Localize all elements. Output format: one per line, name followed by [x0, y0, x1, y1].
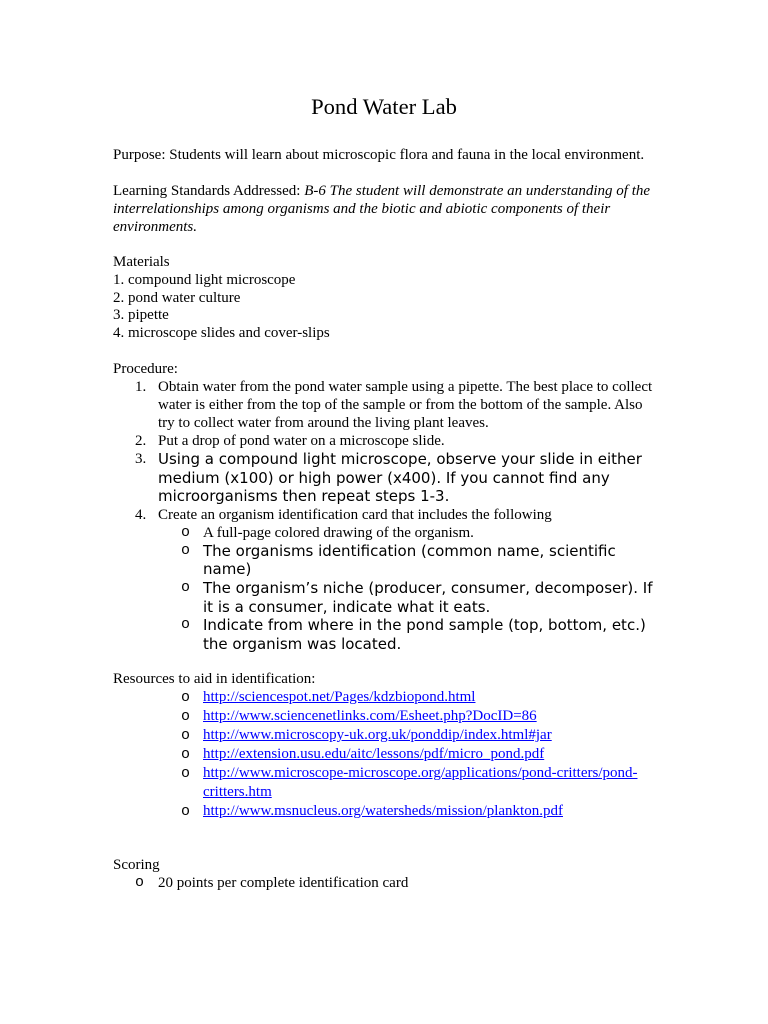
procedure-section [113, 360, 658, 653]
step-number: 2. [135, 433, 147, 449]
materials-item: 2. pond water culture [113, 289, 241, 306]
procedure-step [113, 506, 658, 654]
resources-section [113, 670, 658, 821]
scoring-item [135, 874, 658, 892]
bullet-icon: o [181, 578, 191, 596]
bullet-icon: o [181, 765, 191, 782]
resource-link[interactable]: http://www.sciencenetlinks.com/Esheet.php?DocID=86 [203, 708, 537, 724]
bullet-icon: o [181, 616, 191, 634]
page-title: Pond Water Lab [311, 94, 457, 119]
resource-link[interactable]: http://www.microscope-microscope.org/applications/pond-critters/pond-critters.htm [203, 765, 638, 800]
resource-link[interactable]: http://www.microscopy-uk.org.uk/ponddip/index.html#jar [203, 727, 552, 743]
identification-card-requirements-list [181, 523, 658, 654]
scoring-heading: Scoring [113, 857, 160, 873]
requirement-text: The organism’s niche (producer, consumer, decomposer). If it is a consumer, indicate what it eats. [203, 578, 653, 616]
resource-item [181, 745, 658, 764]
requirement-text: A full-page colored drawing of the organism. [203, 524, 474, 541]
resource-item [181, 764, 658, 802]
procedure-step [113, 378, 658, 432]
bullet-icon: o [181, 708, 191, 725]
resource-link[interactable]: http://www.msnucleus.org/watersheds/mission/plankton.pdf [203, 803, 563, 819]
bullet-icon: o [181, 689, 191, 706]
procedure-steps-list [113, 378, 658, 653]
resource-item [181, 802, 658, 821]
requirement-item [158, 616, 658, 653]
resource-item [181, 707, 658, 726]
bullet-icon: o [135, 874, 145, 891]
requirement-item [158, 524, 658, 542]
resource-links-list [181, 688, 658, 821]
requirement-item [158, 542, 658, 579]
requirement-item [158, 579, 658, 616]
resource-item [181, 688, 658, 707]
step-text: Create an organism identification card that includes the following [158, 506, 552, 523]
bullet-icon: o [181, 541, 191, 559]
purpose-paragraph: Purpose: Students will learn about microscopic flora and fauna in the local environment. [113, 147, 645, 163]
requirement-text: The organisms identification (common name, scientific name) [203, 541, 616, 579]
bullet-icon: o [181, 727, 191, 744]
materials-heading: Materials [113, 254, 170, 270]
scoring-section [113, 856, 658, 892]
materials-item: 1. compound light microscope [113, 271, 296, 288]
materials-item: 3. pipette [113, 307, 169, 324]
bullet-icon: o [181, 523, 191, 541]
bullet-icon: o [181, 803, 191, 820]
step-text: Using a compound light microscope, observe your slide in either medium (x100) or high power (x400). If you cannot find any microorganisms then repeat steps 1-3. [158, 450, 642, 506]
procedure-step [113, 450, 658, 506]
scoring-text: 20 points per complete identification card [158, 875, 409, 891]
materials-section [113, 254, 658, 343]
learning-standards-label: Learning Standards Addressed: [113, 183, 305, 199]
requirement-text: Indicate from where in the pond sample (top, bottom, etc.) the organism was located. [203, 616, 646, 653]
step-number: 4. [135, 506, 147, 523]
resources-heading: Resources to aid in identification: [113, 671, 316, 687]
step-text: Put a drop of pond water on a microscope slide. [158, 433, 445, 449]
resource-link[interactable]: http://extension.usu.edu/aitc/lessons/pdf/micro_pond.pdf [203, 746, 545, 762]
resource-link[interactable]: http://sciencespot.net/Pages/kdzbiopond.html [203, 689, 476, 705]
step-number: 3. [135, 451, 147, 467]
learning-standards-paragraph [113, 182, 658, 236]
procedure-step [113, 432, 658, 450]
learning-standards-text: B-6 The student will demonstrate an understanding of the interrelationships among organisms and the biotic and abiotic components of their environments. [113, 183, 651, 235]
step-number: 1. [135, 379, 147, 395]
scoring-list [135, 874, 658, 892]
resource-item [181, 726, 658, 745]
step-text: Obtain water from the pond water sample using a pipette. The best place to collect water is either from the top of the sample or from the bottom of the sample. Also try to collect water from around the living plant leaves. [158, 379, 653, 431]
materials-item: 4. microscope slides and cover-slips [113, 325, 330, 342]
bullet-icon: o [181, 746, 191, 763]
procedure-heading: Procedure: [113, 361, 178, 377]
